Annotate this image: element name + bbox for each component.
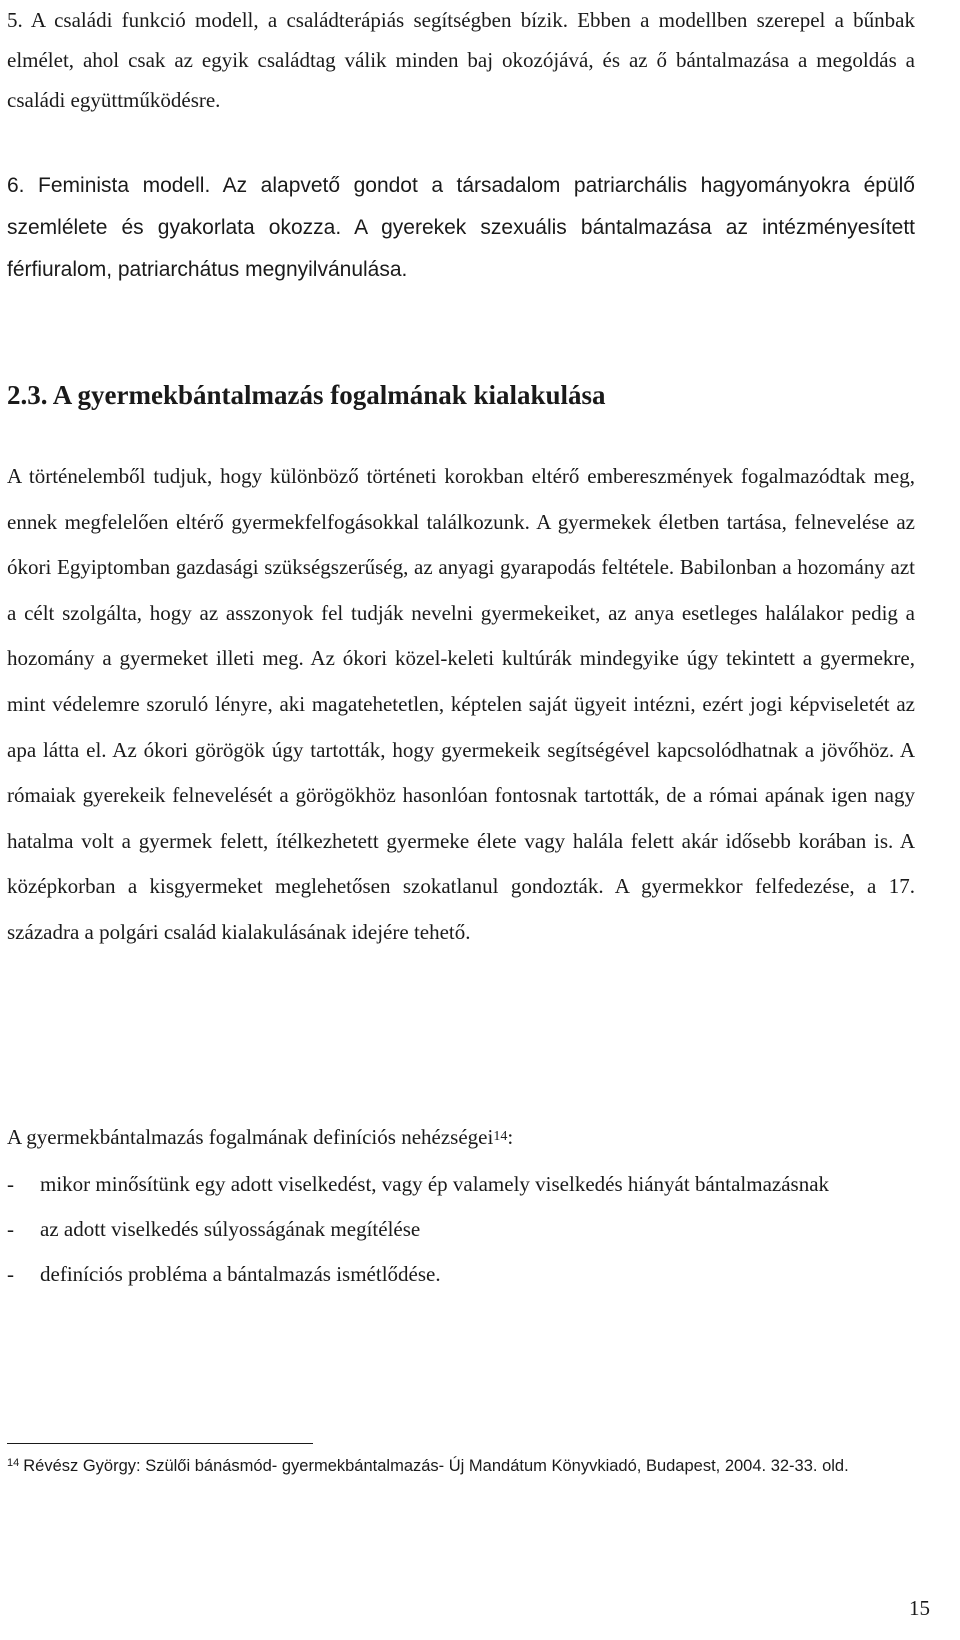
definition-list: [7, 1162, 915, 1297]
list-dash: -: [7, 1262, 14, 1286]
definition-intro-text: A gyermekbántalmazás fogalmának definíciós nehézségei: [7, 1125, 494, 1149]
section-heading: 2.3. A gyermekbántalmazás fogalmának kialakulása: [7, 380, 606, 410]
footnote-reference[interactable]: 14: [493, 1129, 508, 1144]
definition-intro-colon: :: [507, 1125, 514, 1149]
page-number: 15: [909, 1596, 930, 1620]
list-item: [7, 1162, 915, 1207]
list-item-text: definíciós probléma a bántalmazás ismétlődése.: [40, 1262, 441, 1286]
list-item: [7, 1252, 915, 1297]
list-item-family-function-model: 5. A családi funkció modell, a családterápiás segítségben bízik. Ebben a modellben szerepel a bűnbak elmélet, ahol csak az egyik családtag válik minden baj okozójává, és az ő bántalmazása a megoldás a családi együttműködésre.: [7, 8, 915, 112]
list-item-feminist-model: 6. Feminista modell. Az alapvető gondot a társadalom patriarchális hagyományokra épülő szemlélete és gyakorlata okozza. A gyerekek szexuális bántalmazása az intézményesített férfiuralom, patriarchátus megnyilvánulása.: [7, 174, 915, 281]
footnote-separator: [7, 1443, 313, 1444]
footnote: [7, 1454, 915, 1478]
section-paragraph: A történelemből tudjuk, hogy különböző történeti korokban eltérő embereszmények fogalmazódtak meg, ennek megfelelően eltérő gyermekfelfogásokkal találkozunk. A gyermekek életben tartása, felnevelése az ókori Egyiptomban gazdasági szükségszerűség, az anyagi gyarapodás feltétele. Babilonban a hozomány azt a célt szolgálta, hogy az asszonyok fel tudják nevelni gyermekeiket, az anya esetleges halálakor pedig a hozomány a gyermeket illeti meg. Az ókori közel-keleti kultúrák mindegyike úgy tekintett a gyermekre, mint védelemre szoruló lényre, aki magatehetetlen, képtelen saját ügyeit intézni, ezért jogi képviseletét az apa látta el. Az ókori görögök úgy tartották, hogy gyermekeik segítségével kapcsolódhatnak a jövőhöz. A rómaiak gyerekeik felnevelését a görögökhöz hasonlóan fontosnak tartották, de a római apának igen nagy hatalma volt a gyermek felett, ítélkezhetett gyermeke élete vagy halála felett akár idősebb korában is. A középkorban a kisgyermeket meglehetősen szokatlanul gondozták. A gyermekkor felfedezése, a 17. századra a polgári család kialakulásának idejére tehető.: [7, 464, 915, 944]
list-item-text: mikor minősítünk egy adott viselkedést, vagy ép valamely viselkedés hiányát bántalmazásnak: [40, 1172, 830, 1196]
footnote-text: Révész György: Szülői bánásmód- gyermekbántalmazás- Új Mandátum Könyvkiadó, Budapest, 2004. 32-33. old.: [23, 1457, 849, 1475]
definition-intro: [7, 1115, 915, 1159]
list-item: [7, 1207, 915, 1252]
list-dash: -: [7, 1172, 14, 1196]
list-item-text: az adott viselkedés súlyosságának megítélése: [40, 1217, 421, 1241]
list-dash: -: [7, 1217, 14, 1241]
footnote-number: 14: [7, 1457, 20, 1469]
